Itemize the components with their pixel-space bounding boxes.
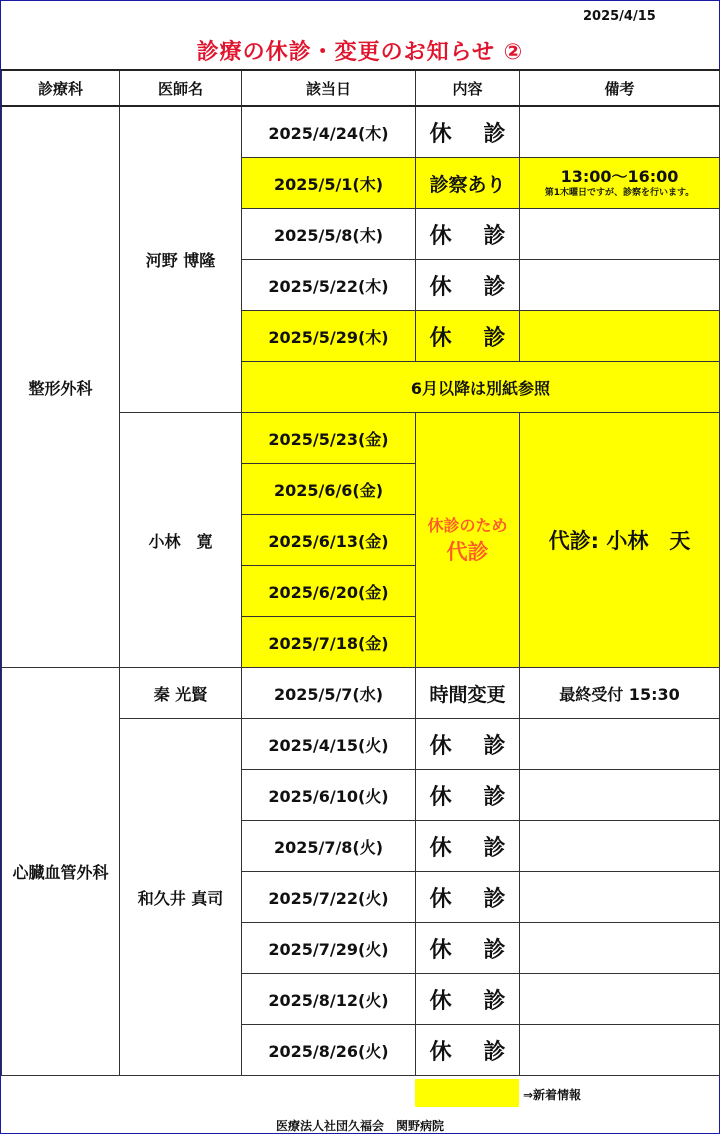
doctor-hata: 秦 光賢 — [120, 668, 242, 719]
header-row — [2, 70, 720, 106]
note-cell — [520, 311, 720, 362]
date-cell: 2025/7/29(火) — [242, 923, 416, 974]
table-row — [2, 106, 720, 158]
note-cell — [520, 923, 720, 974]
date-cell: 2025/5/1(木) — [242, 158, 416, 209]
date-cell: 2025/5/29(木) — [242, 311, 416, 362]
issue-date: 2025/4/15 — [583, 9, 656, 24]
content-cell: 休 診 — [416, 209, 520, 260]
content-cell-substitute — [416, 413, 520, 668]
notice-see-attachment: 6月以降は別紙参照 — [242, 362, 720, 413]
content-cell: 休 診 — [416, 770, 520, 821]
date-cell: 2025/6/13(金) — [242, 515, 416, 566]
page-title: 診療の休診・変更のお知らせ ② — [196, 40, 524, 65]
substitute-doctor-note: 代診: 小林 天 — [520, 413, 720, 668]
content-cell: 休 診 — [416, 260, 520, 311]
doctor-kobayashi: 小林 寛 — [120, 413, 242, 668]
date-cell: 2025/6/10(火) — [242, 770, 416, 821]
legend-label: ⇒新着情報 — [523, 1088, 582, 1102]
date-cell: 2025/4/15(火) — [242, 719, 416, 770]
content-cell: 休 診 — [416, 106, 520, 158]
content-cell: 休 診 — [416, 1025, 520, 1076]
note-cell: 最終受付 15:30 — [520, 668, 720, 719]
date-cell: 2025/4/24(木) — [242, 106, 416, 158]
date-cell: 2025/7/22(火) — [242, 872, 416, 923]
legend-swatch — [415, 1079, 519, 1107]
content-cell: 診察あり — [416, 158, 520, 209]
hospital-name: 医療法人社団久福会 関野病院 — [275, 1119, 444, 1133]
doctor-wakui: 和久井 真司 — [120, 719, 242, 1076]
date-cell: 2025/5/22(木) — [242, 260, 416, 311]
content-cell: 休 診 — [416, 719, 520, 770]
content-cell: 休 診 — [416, 821, 520, 872]
col-header-date: 該当日 — [242, 70, 416, 106]
substitute-label: 代診 — [446, 540, 489, 564]
department-cardio: 心臓血管外科 — [2, 668, 120, 1076]
note-cell — [520, 719, 720, 770]
date-cell: 2025/5/7(水) — [242, 668, 416, 719]
doctor-kono: 河野 博隆 — [120, 106, 242, 413]
schedule-table — [1, 69, 720, 1076]
content-cell: 時間変更 — [416, 668, 520, 719]
substitute-reason: 休診のため — [427, 516, 508, 535]
table-row — [2, 668, 720, 719]
content-cell: 休 診 — [416, 923, 520, 974]
note-cell — [520, 260, 720, 311]
col-header-doctor: 医師名 — [120, 70, 242, 106]
content-cell: 休 診 — [416, 311, 520, 362]
date-cell: 2025/7/18(金) — [242, 617, 416, 668]
date-cell: 2025/6/20(金) — [242, 566, 416, 617]
date-cell: 2025/5/23(金) — [242, 413, 416, 464]
note-cell — [520, 974, 720, 1025]
note-cell — [520, 158, 720, 209]
content-cell: 休 診 — [416, 974, 520, 1025]
note-time: 13:00～16:00 — [560, 167, 679, 186]
department-ortho: 整形外科 — [2, 106, 120, 668]
note-cell — [520, 1025, 720, 1076]
note-cell — [520, 106, 720, 158]
note-sub: 第1木曜日ですが、診察を行います。 — [544, 188, 695, 198]
note-cell — [520, 209, 720, 260]
col-header-content: 内容 — [416, 70, 520, 106]
col-header-note: 備考 — [520, 70, 720, 106]
date-cell: 2025/7/8(火) — [242, 821, 416, 872]
note-cell — [520, 770, 720, 821]
date-cell: 2025/8/26(火) — [242, 1025, 416, 1076]
date-cell: 2025/8/12(火) — [242, 974, 416, 1025]
note-cell — [520, 821, 720, 872]
col-header-department: 診療科 — [2, 70, 120, 106]
date-cell: 2025/6/6(金) — [242, 464, 416, 515]
note-cell — [520, 872, 720, 923]
date-cell: 2025/5/8(木) — [242, 209, 416, 260]
content-cell: 休 診 — [416, 872, 520, 923]
